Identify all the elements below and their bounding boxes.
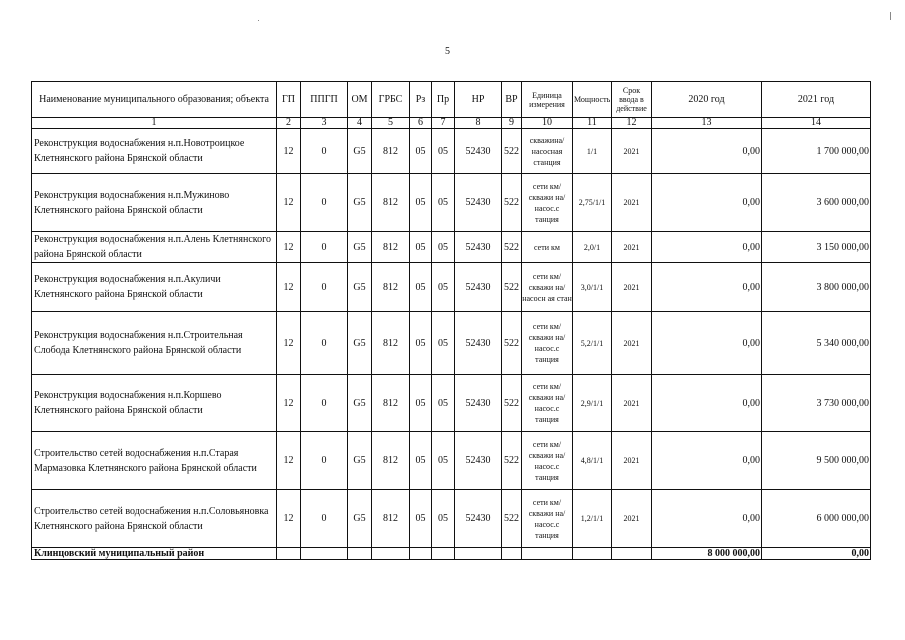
gp-cell: 12 (277, 232, 301, 263)
nr-cell: 52430 (455, 129, 502, 174)
power-cell: 2,9/1/1 (573, 375, 612, 432)
pr-cell: 05 (432, 490, 455, 548)
row-name: Строительство сетей водоснабжения н.п.Соловьяновка Клетнянского района Брянской области (32, 490, 277, 548)
total-empty-cell (612, 548, 652, 560)
column-number: 6 (410, 118, 432, 129)
total-row (32, 548, 871, 560)
om-cell: G5 (348, 263, 372, 312)
ppgp-cell: 0 (301, 490, 348, 548)
rz-cell: 05 (410, 263, 432, 312)
pr-cell: 05 (432, 232, 455, 263)
vr-cell: 522 (502, 174, 522, 232)
gp-cell: 12 (277, 490, 301, 548)
header-cell: Наименование муниципального образования; объекта (32, 82, 277, 118)
header-cell: ВР (502, 82, 522, 118)
term-cell: 2021 (612, 490, 652, 548)
vr-cell: 522 (502, 312, 522, 375)
amount-2020-cell: 0,00 (652, 375, 762, 432)
header-cell: ППГП (301, 82, 348, 118)
amount-2020-cell: 0,00 (652, 174, 762, 232)
header-cell: Рз (410, 82, 432, 118)
ppgp-cell: 0 (301, 129, 348, 174)
total-empty-cell (410, 548, 432, 560)
term-cell: 2021 (612, 129, 652, 174)
power-cell: 4,8/1/1 (573, 432, 612, 490)
grbs-cell: 812 (372, 490, 410, 548)
unit-cell: сети км/скважи на/насос.с танция (522, 375, 573, 432)
unit-cell: сети км/скважи на/насосн ая стан (522, 263, 573, 312)
term-cell: 2021 (612, 174, 652, 232)
header-cell: НР (455, 82, 502, 118)
header-cell: ОМ (348, 82, 372, 118)
column-number: 13 (652, 118, 762, 129)
column-number: 8 (455, 118, 502, 129)
total-empty-cell (502, 548, 522, 560)
nr-cell: 52430 (455, 432, 502, 490)
table-row (32, 375, 871, 432)
table-row (32, 432, 871, 490)
om-cell: G5 (348, 490, 372, 548)
header-row (32, 82, 871, 118)
vr-cell: 522 (502, 129, 522, 174)
table-row (32, 174, 871, 232)
rz-cell: 05 (410, 432, 432, 490)
amount-2020-cell: 0,00 (652, 312, 762, 375)
column-number: 1 (32, 118, 277, 129)
grbs-cell: 812 (372, 129, 410, 174)
row-name: Реконструкция водоснабжения н.п.Строительная Слобода Клетнянского района Брянской области (32, 312, 277, 375)
column-number-row (32, 118, 871, 129)
om-cell: G5 (348, 432, 372, 490)
gp-cell: 12 (277, 375, 301, 432)
term-cell: 2021 (612, 312, 652, 375)
grbs-cell: 812 (372, 312, 410, 375)
amount-2020-cell: 0,00 (652, 432, 762, 490)
table-row (32, 490, 871, 548)
rz-cell: 05 (410, 129, 432, 174)
nr-cell: 52430 (455, 263, 502, 312)
grbs-cell: 812 (372, 232, 410, 263)
rz-cell: 05 (410, 312, 432, 375)
table-row (32, 312, 871, 375)
rz-cell: 05 (410, 174, 432, 232)
ppgp-cell: 0 (301, 375, 348, 432)
unit-cell: сети км/скважи на/насос.с танция (522, 490, 573, 548)
total-empty-cell (455, 548, 502, 560)
total-empty-cell (573, 548, 612, 560)
grbs-cell: 812 (372, 174, 410, 232)
row-name: Реконструкция водоснабжения н.п.Коршево Клетнянского района Брянской области (32, 375, 277, 432)
column-number: 12 (612, 118, 652, 129)
pr-cell: 05 (432, 432, 455, 490)
column-number: 11 (573, 118, 612, 129)
header-cell: Срок ввода в действие (612, 82, 652, 118)
term-cell: 2021 (612, 263, 652, 312)
pr-cell: 05 (432, 174, 455, 232)
rz-cell: 05 (410, 375, 432, 432)
amount-2021-cell: 3 150 000,00 (762, 232, 871, 263)
scan-speck-top-right (890, 12, 891, 20)
column-number: 3 (301, 118, 348, 129)
header-cell: ГП (277, 82, 301, 118)
total-empty-cell (277, 548, 301, 560)
row-name: Реконструкция водоснабжения н.п.Акуличи Клетнянского района Брянской области (32, 263, 277, 312)
om-cell: G5 (348, 129, 372, 174)
term-cell: 2021 (612, 375, 652, 432)
column-number: 14 (762, 118, 871, 129)
gp-cell: 12 (277, 174, 301, 232)
pr-cell: 05 (432, 312, 455, 375)
grbs-cell: 812 (372, 263, 410, 312)
amount-2021-cell: 3 730 000,00 (762, 375, 871, 432)
header-cell: Пр (432, 82, 455, 118)
column-number: 9 (502, 118, 522, 129)
column-number: 10 (522, 118, 573, 129)
header-cell: 2020 год (652, 82, 762, 118)
header-cell: 2021 год (762, 82, 871, 118)
nr-cell: 52430 (455, 174, 502, 232)
gp-cell: 12 (277, 129, 301, 174)
amount-2021-cell: 3 600 000,00 (762, 174, 871, 232)
ppgp-cell: 0 (301, 263, 348, 312)
total-empty-cell (432, 548, 455, 560)
power-cell: 1,2/1/1 (573, 490, 612, 548)
column-number: 2 (277, 118, 301, 129)
vr-cell: 522 (502, 375, 522, 432)
grbs-cell: 812 (372, 375, 410, 432)
total-2020: 8 000 000,00 (652, 548, 762, 560)
page-number: 5 (445, 46, 450, 57)
ppgp-cell: 0 (301, 312, 348, 375)
pr-cell: 05 (432, 129, 455, 174)
header-cell: ГРБС (372, 82, 410, 118)
unit-cell: сети км/скважи на/насос.с танция (522, 432, 573, 490)
power-cell: 1/1 (573, 129, 612, 174)
unit-cell: скважина/ насосная станция (522, 129, 573, 174)
vr-cell: 522 (502, 263, 522, 312)
total-empty-cell (348, 548, 372, 560)
total-empty-cell (301, 548, 348, 560)
nr-cell: 52430 (455, 312, 502, 375)
ppgp-cell: 0 (301, 232, 348, 263)
header-cell: Единица измерения (522, 82, 573, 118)
budget-table (31, 81, 871, 560)
amount-2020-cell: 0,00 (652, 129, 762, 174)
amount-2021-cell: 1 700 000,00 (762, 129, 871, 174)
power-cell: 5,2/1/1 (573, 312, 612, 375)
nr-cell: 52430 (455, 232, 502, 263)
amount-2021-cell: 5 340 000,00 (762, 312, 871, 375)
unit-cell: сети км/скважи на/насос.с танция (522, 174, 573, 232)
rz-cell: 05 (410, 232, 432, 263)
amount-2021-cell: 6 000 000,00 (762, 490, 871, 548)
gp-cell: 12 (277, 263, 301, 312)
row-name: Строительство сетей водоснабжения н.п.Старая Мармазовка Клетнянского района Брянской области (32, 432, 277, 490)
nr-cell: 52430 (455, 375, 502, 432)
pr-cell: 05 (432, 375, 455, 432)
om-cell: G5 (348, 375, 372, 432)
ppgp-cell: 0 (301, 174, 348, 232)
amount-2021-cell: 9 500 000,00 (762, 432, 871, 490)
column-number: 7 (432, 118, 455, 129)
vr-cell: 522 (502, 432, 522, 490)
header-cell: Мощность (573, 82, 612, 118)
amount-2020-cell: 0,00 (652, 263, 762, 312)
table-body (32, 129, 871, 548)
gp-cell: 12 (277, 312, 301, 375)
total-2021: 0,00 (762, 548, 871, 560)
term-cell: 2021 (612, 432, 652, 490)
row-name: Реконструкция водоснабжения н.п.Алень Клетнянского района Брянской области (32, 232, 277, 263)
amount-2020-cell: 0,00 (652, 490, 762, 548)
om-cell: G5 (348, 232, 372, 263)
ppgp-cell: 0 (301, 432, 348, 490)
pr-cell: 05 (432, 263, 455, 312)
column-number: 4 (348, 118, 372, 129)
scan-speck-top-middle (258, 20, 259, 21)
unit-cell: сети км (522, 232, 573, 263)
vr-cell: 522 (502, 232, 522, 263)
power-cell: 2,75/1/1 (573, 174, 612, 232)
om-cell: G5 (348, 312, 372, 375)
power-cell: 2,0/1 (573, 232, 612, 263)
term-cell: 2021 (612, 232, 652, 263)
grbs-cell: 812 (372, 432, 410, 490)
column-number: 5 (372, 118, 410, 129)
row-name: Реконструкция водоснабжения н.п.Новотроицкое Клетнянского района Брянской области (32, 129, 277, 174)
total-empty-cell (372, 548, 410, 560)
table-row (32, 232, 871, 263)
amount-2021-cell: 3 800 000,00 (762, 263, 871, 312)
gp-cell: 12 (277, 432, 301, 490)
row-name: Реконструкция водоснабжения н.п.Мужиново Клетнянского района Брянской области (32, 174, 277, 232)
total-name: Клинцовский муниципальный район (32, 548, 277, 560)
table-row (32, 129, 871, 174)
amount-2020-cell: 0,00 (652, 232, 762, 263)
vr-cell: 522 (502, 490, 522, 548)
power-cell: 3,0/1/1 (573, 263, 612, 312)
unit-cell: сети км/скважи на/насос.с танция (522, 312, 573, 375)
table-row (32, 263, 871, 312)
nr-cell: 52430 (455, 490, 502, 548)
total-empty-cell (522, 548, 573, 560)
om-cell: G5 (348, 174, 372, 232)
rz-cell: 05 (410, 490, 432, 548)
